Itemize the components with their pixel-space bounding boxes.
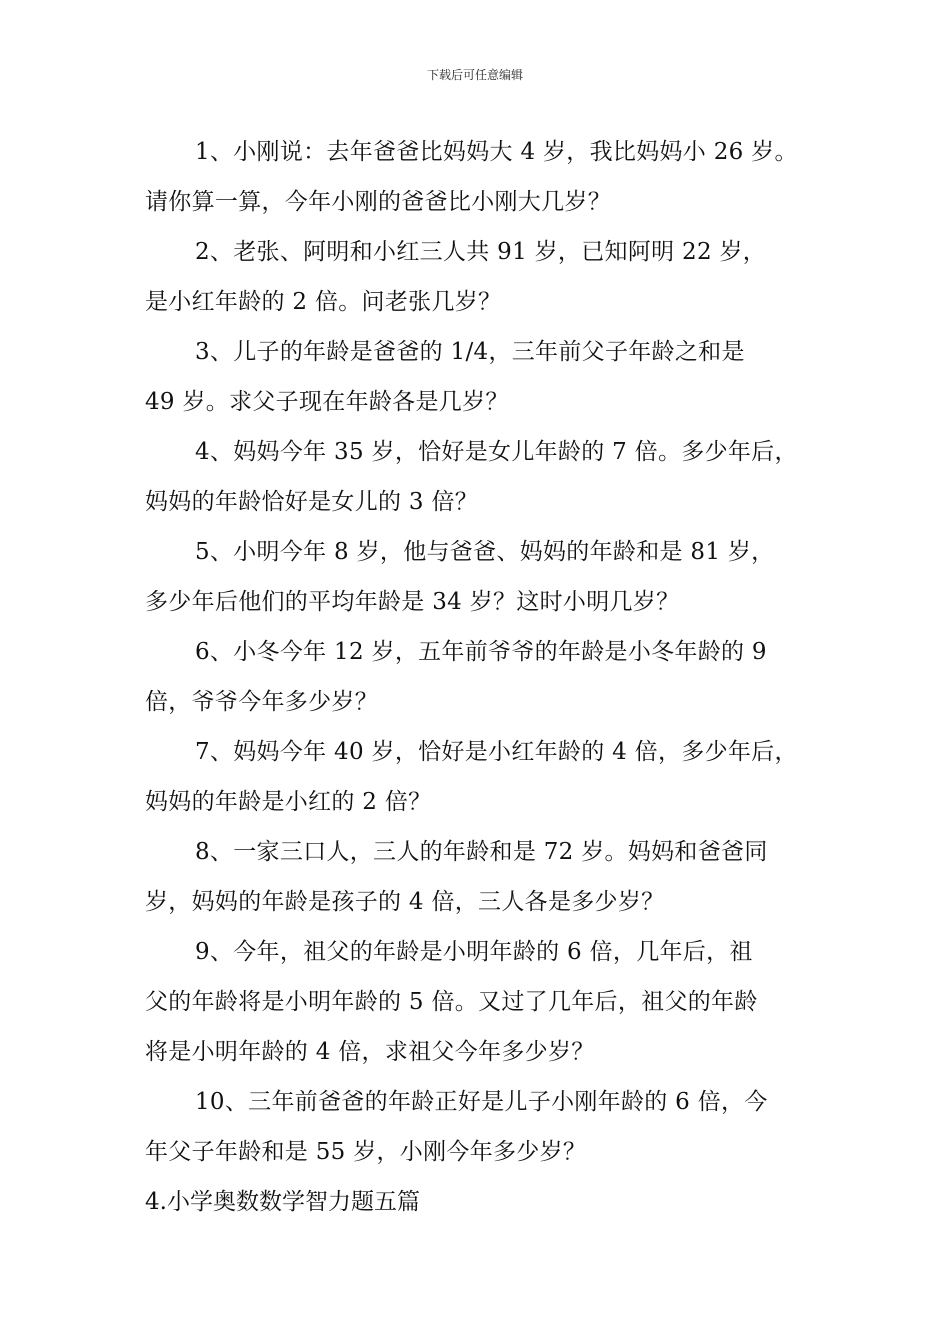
problem-line: 请你算一算，今年小刚的爸爸比小刚大几岁？ [145, 189, 611, 215]
problem-5 [145, 527, 835, 627]
problem-line: 妈妈的年龄是小红的 2 倍？ [145, 789, 432, 815]
problem-line: 3、儿子的年龄是爸爸的 1/4，三年前父子年龄之和是 [195, 339, 745, 365]
problem-10 [145, 1077, 835, 1177]
section-heading: 4.小学奥数数学智力题五篇 [145, 1189, 420, 1215]
problem-line: 妈妈的年龄恰好是女儿的 3 倍？ [145, 489, 479, 515]
problem-line: 父的年龄将是小明年龄的 5 倍。又过了几年后，祖父的年龄 [145, 989, 758, 1015]
problem-line: 49 岁。求父子现在年龄各是几岁？ [145, 389, 509, 415]
problem-line: 7、妈妈今年 40 岁，恰好是小红年龄的 4 倍，多少年后， [195, 739, 798, 765]
page-header: 下载后可任意编辑 [426, 68, 523, 82]
problem-line: 倍，爷爷今年多少岁？ [145, 689, 378, 715]
problem-line: 是小红年龄的 2 倍。问老张几岁？ [145, 289, 502, 315]
problem-line: 2、老张、阿明和小红三人共 91 岁，已知阿明 22 岁， [195, 239, 767, 265]
problem-line: 1、小刚说：去年爸爸比妈妈大 4 岁，我比妈妈小 26 岁。 [195, 139, 798, 165]
problem-line: 年父子年龄和是 55 岁，小刚今年多少岁？ [145, 1139, 587, 1165]
problem-line: 将是小明年龄的 4 倍，求祖父今年多少岁？ [145, 1039, 595, 1065]
document-body [145, 127, 835, 1227]
problem-1 [145, 127, 835, 227]
problem-line: 5、小明今年 8 岁，他与爸爸、妈妈的年龄和是 81 岁， [195, 539, 775, 565]
problem-line: 8、一家三口人，三人的年龄和是 72 岁。妈妈和爸爸同 [195, 839, 768, 865]
problem-line: 多少年后他们的平均年龄是 34 岁？这时小明几岁？ [145, 589, 680, 615]
problem-8 [145, 827, 835, 927]
problem-2 [145, 227, 835, 327]
problem-line: 岁，妈妈的年龄是孩子的 4 倍，三人各是多少岁？ [145, 889, 665, 915]
problem-4 [145, 427, 835, 527]
problem-6 [145, 627, 835, 727]
problem-7 [145, 727, 835, 827]
problem-line: 10、三年前爸爸的年龄正好是儿子小刚年龄的 6 倍，今 [195, 1089, 768, 1115]
problem-line: 4、妈妈今年 35 岁，恰好是女儿年龄的 7 倍。多少年后， [195, 439, 798, 465]
problem-line: 6、小冬今年 12 岁，五年前爷爷的年龄是小冬年龄的 9 [195, 639, 767, 665]
problem-3 [145, 327, 835, 427]
problem-9 [145, 927, 835, 1077]
problem-line: 9、今年，祖父的年龄是小明年龄的 6 倍，几年后，祖 [195, 939, 753, 965]
